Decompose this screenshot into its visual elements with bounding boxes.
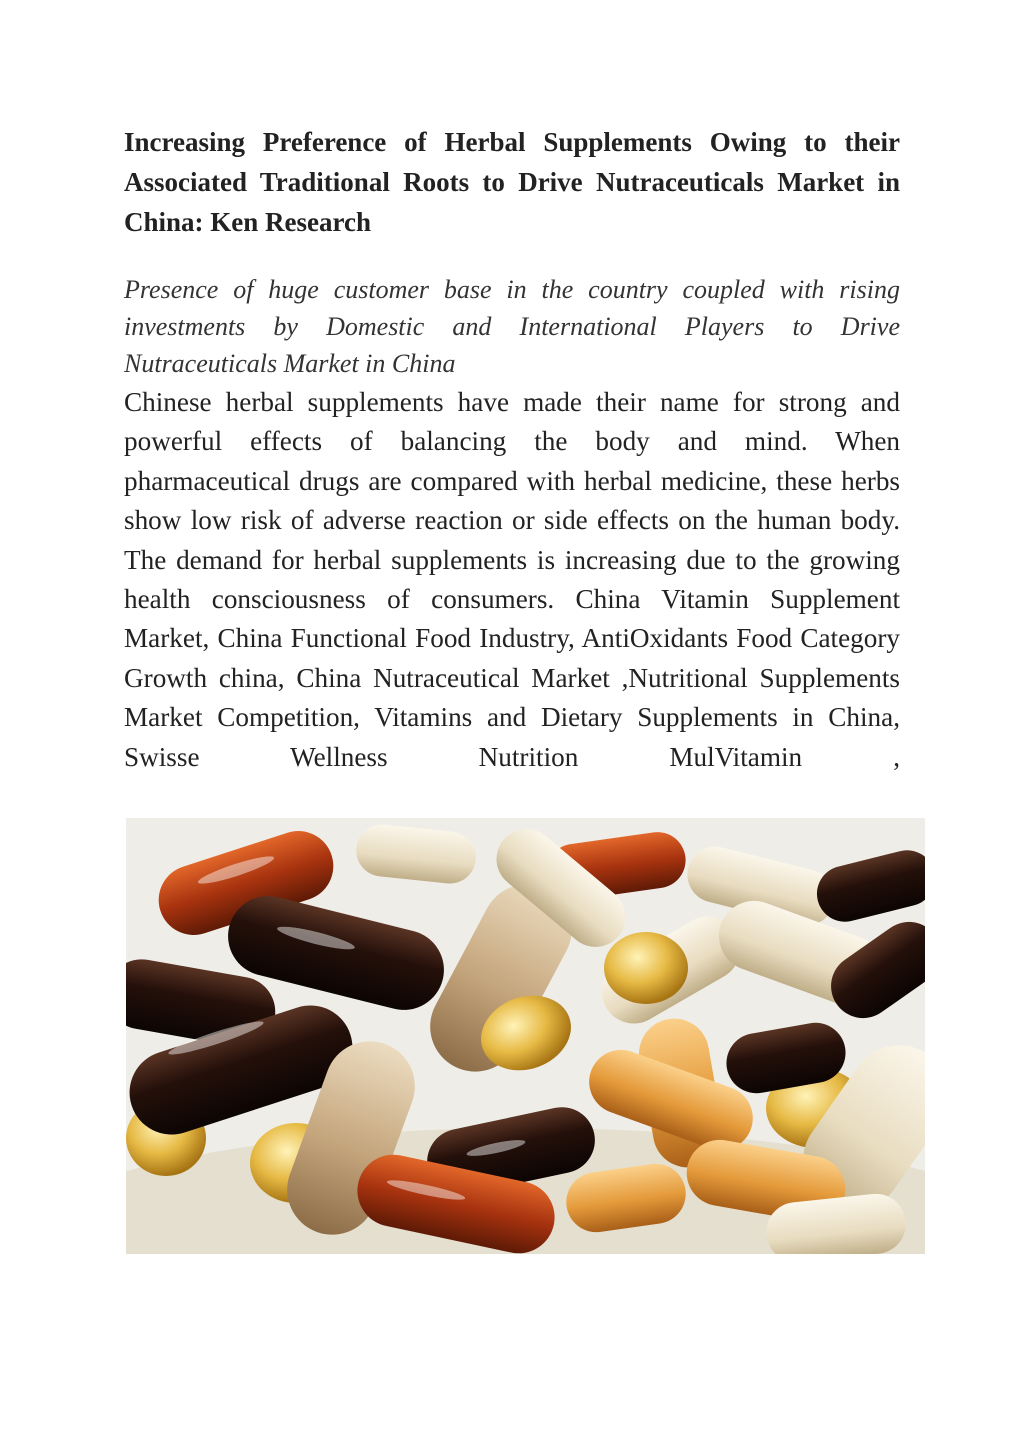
softgel [604,932,688,1004]
supplements-photo [126,818,925,1254]
document-body-paragraph: Chinese herbal supplements have made their name for strong and powerful effects of balancing the body and mind. When pharmaceutical drugs are compared with herbal medicine, these herbs show low risk of adverse reaction or side effects on the human body. The demand for herbal supplements is increasing due to the growing health consciousness of consumers. China Vitamin Supplement Market, China Functional Food Industry, AntiOxidants Food Category Growth china, China Nutraceutical Market ,Nutritional Supplements Market Competition, Vitamins and Dietary Supplements in China, Swisse Wellness Nutrition MulVitamin , [124,387,900,772]
capsules-illustration [126,818,925,1254]
document-subtitle: Presence of huge customer base in the country coupled with rising investments by Domestic and International Players to Drive Nutraceuticals Market in China [124,275,900,378]
document-title: Increasing Preference of Herbal Supplements Owing to their Associated Traditional Roots to Drive Nutraceuticals Market in China: Ken Research [124,127,900,237]
